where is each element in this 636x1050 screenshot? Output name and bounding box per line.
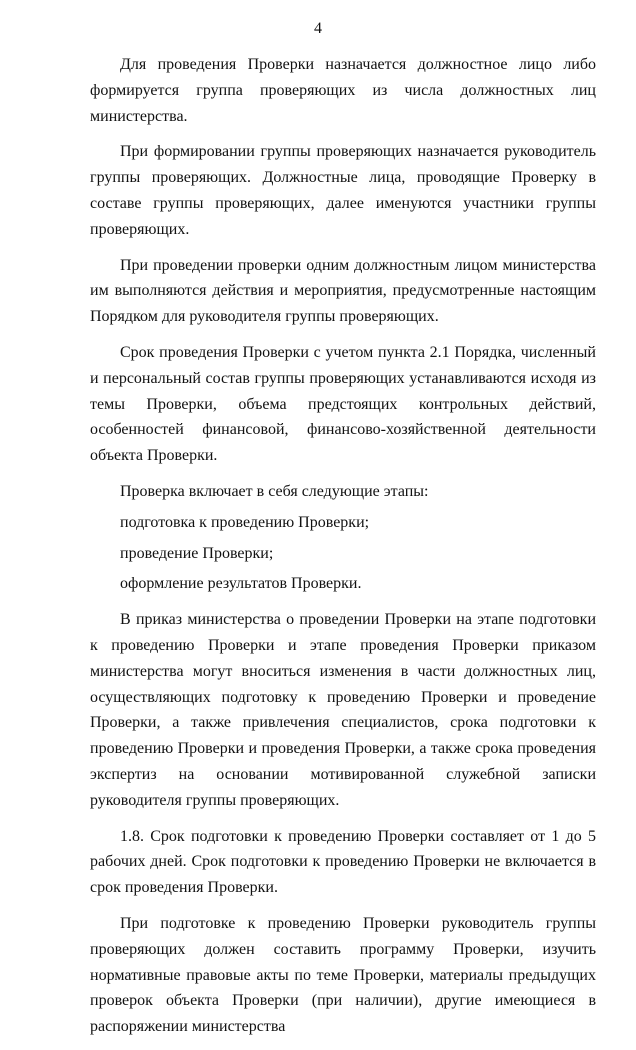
list-item-stage-conduct: проведение Проверки; bbox=[120, 544, 274, 562]
paragraph-preparation-term: 1.8. Срок подготовки к проведению Проверки составляет от 1 до 5 рабочих дней. Срок подготовки к проведению Проверки не включается в срок проведения Проверки. bbox=[90, 827, 596, 897]
paragraph-stages-intro: Проверка включает в себя следующие этапы: bbox=[120, 482, 429, 500]
paragraph-group-leader: При формировании группы проверяющих назначается руководитель группы проверяющих. Должностные лица, проводящие Проверку в составе группы проверяющих, далее именуются участники группы проверяющих. bbox=[90, 143, 596, 238]
list-item-stage-results: оформление результатов Проверки. bbox=[120, 575, 362, 593]
paragraph-inspection-term: Срок проведения Проверки с учетом пункта 2.1 Порядка, численный и персональный состав группы проверяющих устанавливаются исходя из темы Проверки, объема предстоящих контрольных действий, особенностей финансовой, финансово-хозяйственной деятельности объекта Проверки. bbox=[90, 343, 596, 465]
paragraph-appointment: Для проведения Проверки назначается должностное лицо либо формируется группа проверяющих из числа должностных лиц министерства. bbox=[90, 56, 596, 125]
list-item-stage-preparation: подготовка к проведению Проверки; bbox=[120, 513, 370, 531]
document-body bbox=[90, 52, 596, 1050]
paragraph-preparation-duties: При подготовке к проведению Проверки руководитель группы проверяющих должен составить программу Проверки, изучить нормативные правовые акты по теме Проверки, материалы предыдущих проверок объекта Проверки (при наличии), другие имеющиеся в распоряжении министерства bbox=[90, 914, 596, 1036]
paragraph-order-changes: В приказ министерства о проведении Проверки на этапе подготовки к проведению Проверки и этапе проведения Проверки приказом министерства могут вноситься изменения в части должностных лиц, осуществляющих подготовку к проведению Проверки и проведение Проверки, а также привлечения специалистов, срока подготовки к проведению Проверки и проведения Проверки, а также срока проведения экспертиз на основании мотивированной служебной записки руководителя группы проверяющих. bbox=[90, 611, 596, 809]
page-number: 4 bbox=[314, 20, 322, 37]
paragraph-single-official: При проведении проверки одним должностным лицом министерства им выполняются действия и мероприятия, предусмотренные настоящим Порядком для руководителя группы проверяющих. bbox=[90, 256, 596, 326]
